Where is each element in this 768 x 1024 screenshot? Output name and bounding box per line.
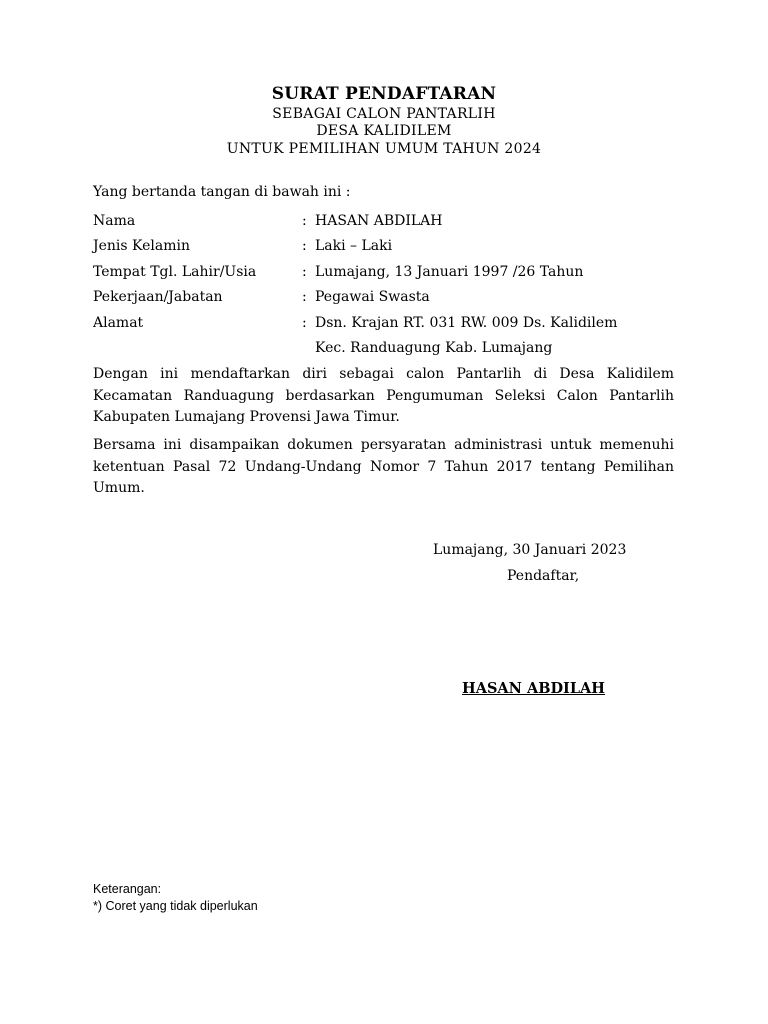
field-label: Tempat Tgl. Lahir/Usia: [93, 264, 257, 280]
signature-place-date: Lumajang, 30 Januari 2023: [433, 542, 627, 558]
field-row-alamat-line-2: [93, 340, 693, 365]
field-row-nama: [93, 213, 693, 238]
field-row-ttl: [93, 264, 693, 289]
field-label: Nama: [93, 213, 136, 229]
intro-text: Yang bertanda tangan di bawah ini :: [93, 184, 351, 200]
subtitle-line-1: SEBAGAI CALON PANTARLIH: [272, 106, 496, 122]
note-item: *) Coret yang tidak diperlukan: [93, 899, 258, 913]
field-colon: :: [302, 315, 307, 331]
paragraph-registration: Dengan ini mendaftarkan diri sebagai calon Pantarlih di Desa Kalidilem Kecamatan Randuagung berdasarkan Pengumuman Seleksi Calon Pantarlih Kabupaten Lumajang Provensi Jawa Timur.: [93, 366, 674, 425]
note-title: Keterangan:: [93, 882, 162, 896]
field-row-alamat: [93, 315, 693, 340]
field-label: Jenis Kelamin: [93, 238, 190, 254]
field-colon: :: [302, 264, 307, 280]
field-value: HASAN ABDILAH: [315, 213, 443, 229]
field-value: Dsn. Krajan RT. 031 RW. 009 Ds. Kalidilem: [315, 315, 618, 331]
field-row-jenis-kelamin: [93, 238, 693, 263]
field-value: Lumajang, 13 Januari 1997 /26 Tahun: [315, 264, 584, 280]
subtitle-line-2: DESA KALIDILEM: [316, 123, 452, 139]
field-colon: :: [302, 289, 307, 305]
signature-role: Pendaftar,: [507, 568, 580, 584]
subtitle-line-3: UNTUK PEMILIHAN UMUM TAHUN 2024: [226, 141, 542, 157]
field-colon: :: [302, 213, 307, 229]
field-value: Laki – Laki: [315, 238, 393, 254]
field-value-line-2: Kec. Randuagung Kab. Lumajang: [315, 340, 553, 356]
field-label: Pekerjaan/Jabatan: [93, 289, 223, 305]
signature-name: HASAN ABDILAH: [462, 680, 605, 697]
field-row-pekerjaan: [93, 289, 693, 314]
paragraph-documents: Bersama ini disampaikan dokumen persyaratan administrasi untuk memenuhi ketentuan Pasal 72 Undang-Undang Nomor 7 Tahun 2017 tentang Pemilihan Umum.: [93, 437, 674, 496]
document-title: SURAT PENDAFTARAN: [271, 84, 497, 104]
field-value: Pegawai Swasta: [315, 289, 430, 305]
field-label: Alamat: [93, 315, 144, 331]
field-colon: :: [302, 238, 307, 254]
